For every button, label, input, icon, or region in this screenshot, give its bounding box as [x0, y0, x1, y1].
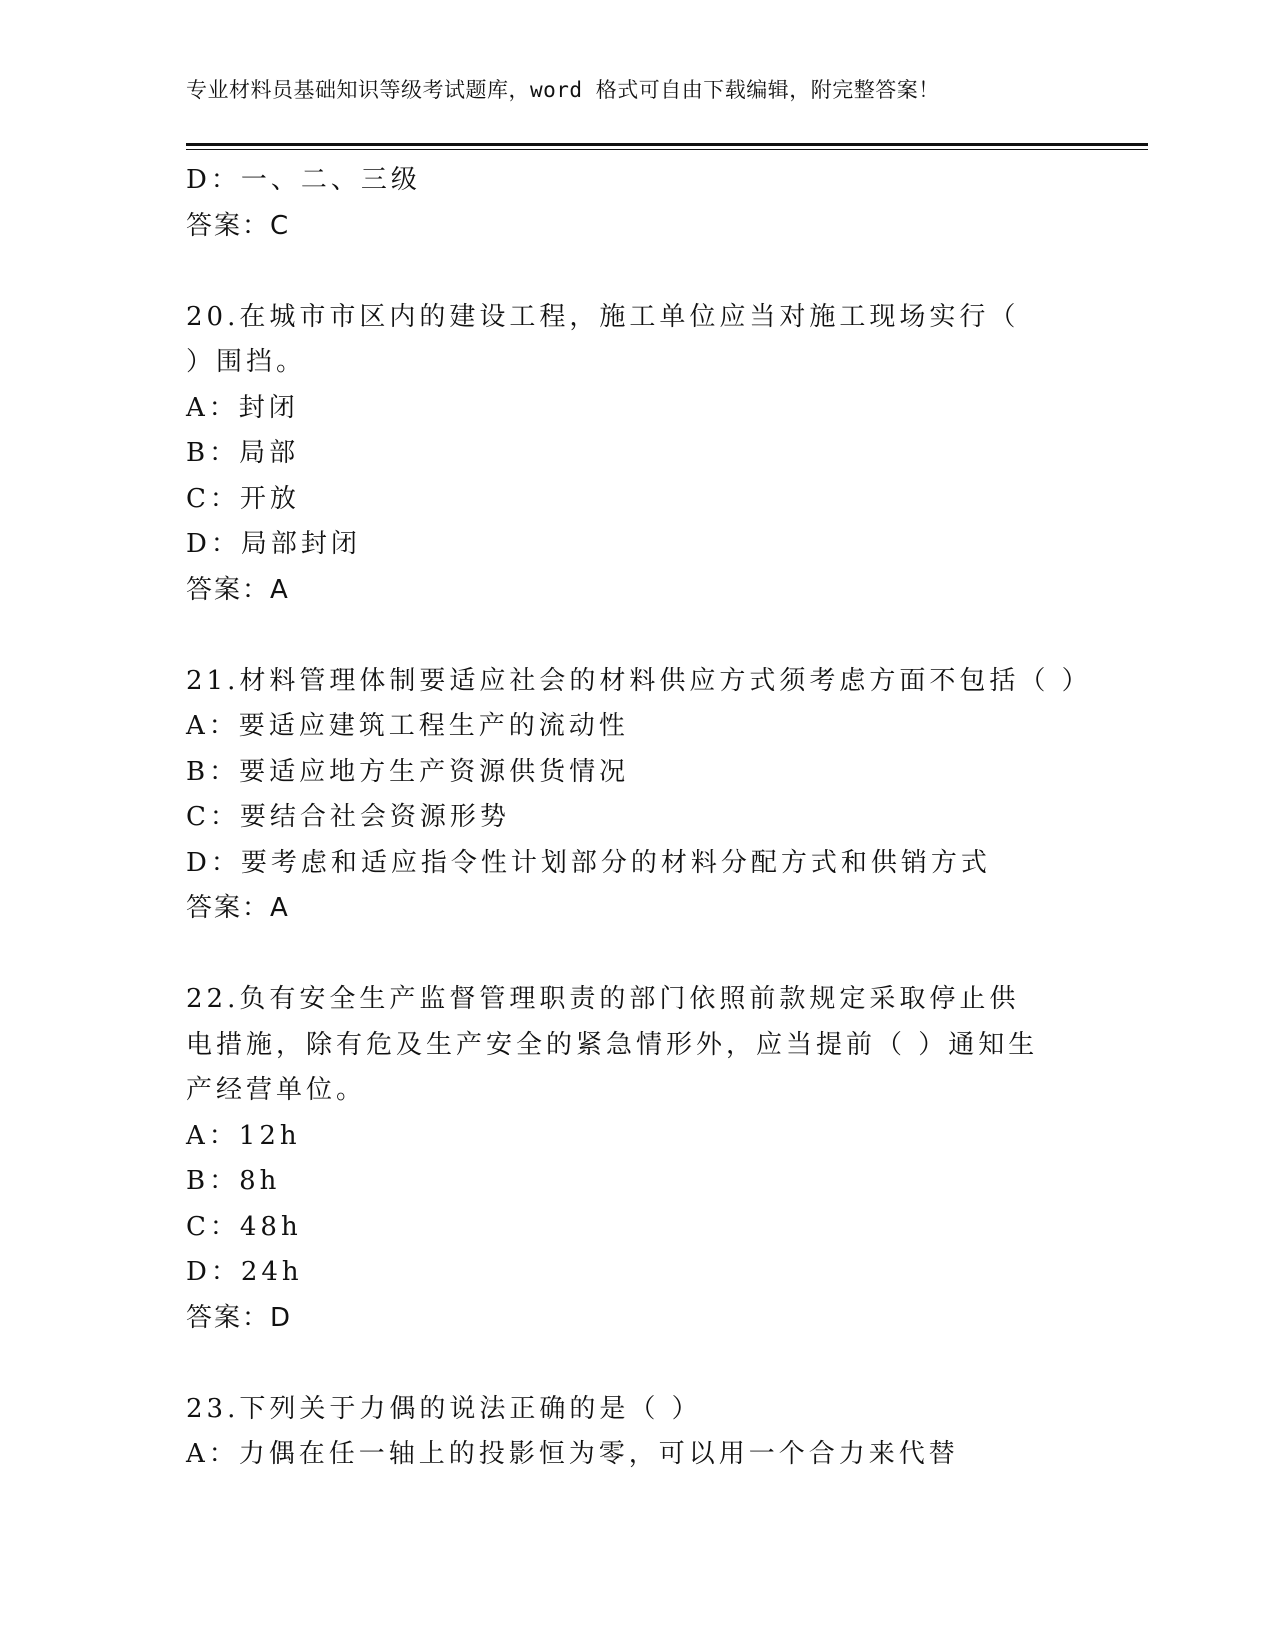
option-a: A：力偶在任一轴上的投影恒为零，可以用一个合力来代替	[186, 1439, 959, 1469]
option-d: D：要考虑和适应指令性计划部分的材料分配方式和供销方式	[186, 847, 991, 878]
document-body	[186, 158, 1092, 1478]
question-21-stem: 21.材料管理体制要适应社会的材料供应方式须考虑方面不包括（ ）	[186, 665, 1092, 696]
option-b: B：局部	[186, 438, 300, 468]
header-rule-thin	[186, 149, 1148, 150]
question-22-stem: 22.负有安全生产监督管理职责的部门依照前款规定采取停止供电措施，除有危及生产安全的紧急情形外，应当提前（ ）通知生产经营单位。	[186, 984, 1039, 1105]
page-header: 专业材料员基础知识等级考试题库，word 格式可自由下载编辑，附完整答案！	[186, 78, 940, 102]
option-a: A：封闭	[186, 392, 299, 423]
header-rule-thick	[186, 143, 1148, 146]
option-c: C：要结合社会资源形势	[186, 802, 510, 832]
answer: 答案：C	[186, 210, 291, 241]
option-a: A：12h	[186, 1120, 301, 1151]
option-b: B：8h	[186, 1166, 281, 1196]
option-b: B：要适应地方生产资源供货情况	[186, 756, 630, 787]
answer: 答案：A	[186, 574, 290, 605]
option-c: C：开放	[186, 483, 300, 514]
option-d: D：一、二、三级	[186, 165, 421, 195]
option-c: C：48h	[186, 1211, 302, 1242]
question-23-stem: 23.下列关于力偶的说法正确的是（ ）	[186, 1393, 702, 1424]
option-d: D：24h	[186, 1257, 303, 1287]
answer: 答案：D	[186, 1302, 293, 1333]
question-20-stem: 20.在城市市区内的建设工程，施工单位应当对施工现场实行（ ）围挡。	[186, 301, 1020, 377]
option-a: A：要适应建筑工程生产的流动性	[186, 711, 629, 741]
option-d: D：局部封闭	[186, 529, 361, 559]
answer: 答案：A	[186, 893, 290, 923]
